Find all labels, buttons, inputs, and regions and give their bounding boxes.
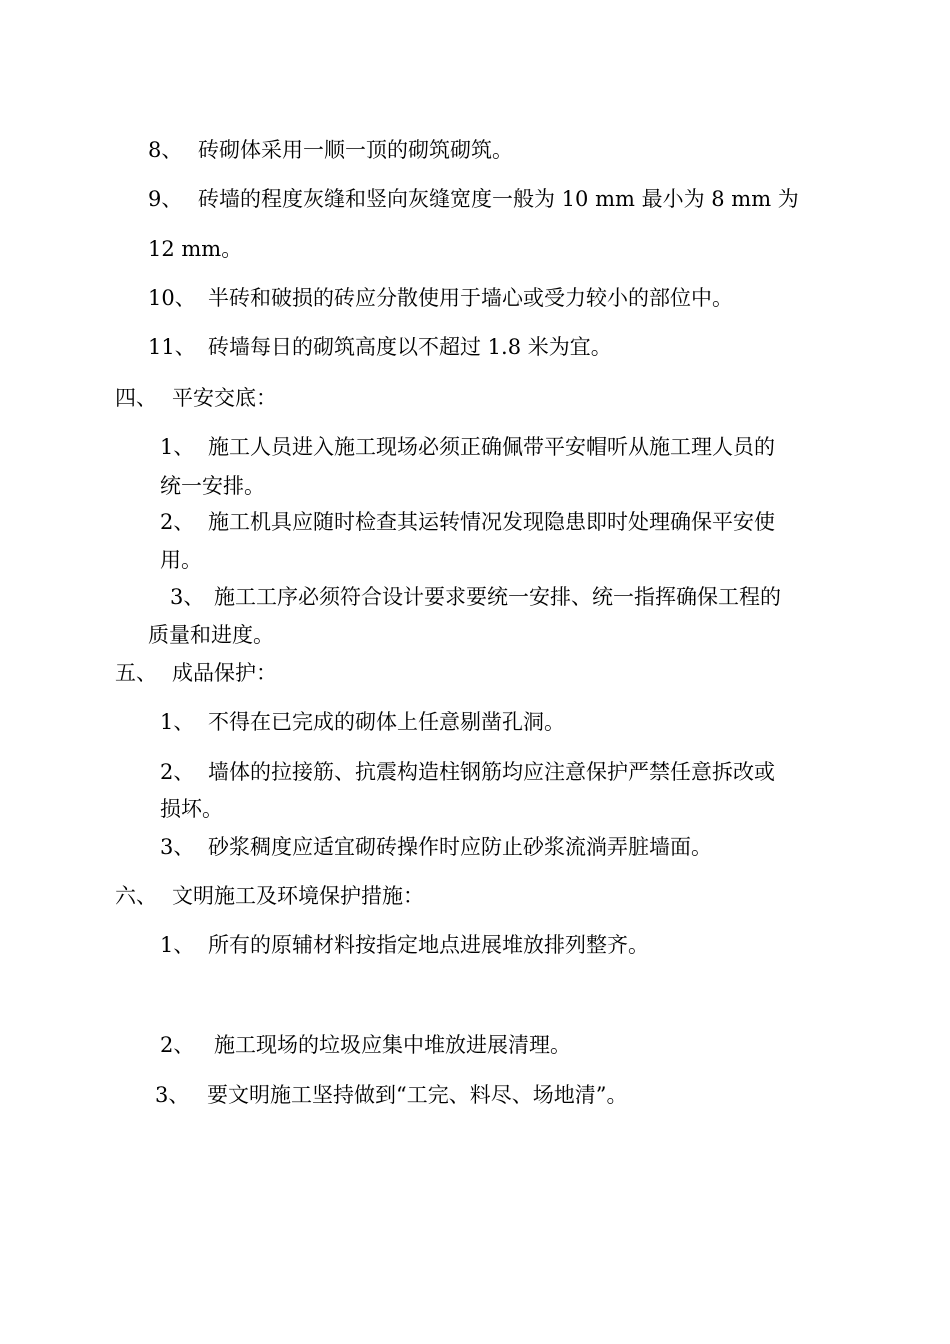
item-9 (148, 186, 799, 212)
item-number: 2、 (160, 1033, 195, 1057)
item-text: 施工人员进入施工现场必须正确佩带平安帽听从施工理人员的 (208, 435, 775, 459)
item-number: 9、 (148, 187, 183, 211)
civil-item-1 (160, 932, 649, 958)
item-text: 所有的原辅材料按指定地点进展堆放排列整齐。 (208, 933, 649, 957)
item-10 (148, 285, 733, 311)
item-text: 砖墙每日的砌筑高度以不超过 1.8 米为宜。 (208, 335, 612, 359)
safety-item-1-continued (160, 473, 265, 499)
item-text: 砖砌体采用一顺一顶的砌筑砌筑。 (198, 138, 513, 162)
civil-item-2 (160, 1032, 571, 1058)
item-text: 施工工序必须符合设计要求要统一安排、统一指挥确保工程的 (214, 585, 781, 609)
item-number: 1、 (160, 435, 195, 459)
section-heading-5 (115, 660, 277, 686)
item-number: 8、 (148, 138, 183, 162)
protection-item-1 (160, 709, 565, 735)
item-text: 施工机具应随时检查其运转情况发现隐患即时处理确保平安使 (208, 510, 775, 534)
section-title: 成品保护： (172, 661, 277, 685)
section-heading-6 (115, 883, 424, 909)
item-number: 10、 (148, 286, 196, 310)
section-number: 四、 (115, 386, 157, 410)
item-number: 3、 (170, 585, 205, 609)
section-number: 五、 (115, 661, 157, 685)
item-text: 12 mm。 (148, 237, 243, 261)
section-title: 文明施工及环境保护措施： (172, 884, 424, 908)
item-text: 半砖和破损的砖应分散使用于墙心或受力较小的部位中。 (208, 286, 733, 310)
section-heading-4 (115, 385, 277, 411)
protection-item-2 (160, 759, 775, 785)
item-text: 质量和进度。 (148, 623, 274, 647)
item-text: 不得在已完成的砌体上任意剔凿孔洞。 (208, 710, 565, 734)
item-text: 要文明施工坚持做到“工完、料尽、场地清”。 (207, 1083, 628, 1107)
protection-item-3 (160, 834, 712, 860)
item-text: 施工现场的垃圾应集中堆放进展清理。 (214, 1033, 571, 1057)
item-number: 3、 (160, 835, 195, 859)
item-11 (148, 334, 612, 360)
item-text: 统一安排。 (160, 474, 265, 498)
item-number: 3、 (155, 1083, 190, 1107)
safety-item-1 (160, 434, 775, 460)
item-number: 11、 (148, 335, 196, 359)
safety-item-2 (160, 509, 775, 535)
section-title: 平安交底： (172, 386, 277, 410)
item-text: 用。 (160, 548, 202, 572)
item-text: 砂浆稠度应适宜砌砖操作时应防止砂浆流淌弄脏墙面。 (208, 835, 712, 859)
item-text: 损坏。 (160, 797, 223, 821)
item-number: 2、 (160, 510, 195, 534)
item-number: 2、 (160, 760, 195, 784)
item-number: 1、 (160, 710, 195, 734)
item-text: 砖墙的程度灰缝和竖向灰缝宽度一般为 10 mm 最小为 8 mm 为 (198, 187, 799, 211)
item-8 (148, 137, 513, 163)
item-number: 1、 (160, 933, 195, 957)
protection-item-2-continued (160, 796, 223, 822)
section-number: 六、 (115, 884, 157, 908)
civil-item-3 (155, 1082, 627, 1108)
item-text: 墙体的拉接筋、抗震构造柱钢筋均应注意保护严禁任意拆改或 (208, 760, 775, 784)
safety-item-3 (170, 584, 781, 610)
safety-item-3-continued (148, 622, 274, 648)
item-9-continued (148, 236, 242, 262)
safety-item-2-continued (160, 547, 202, 573)
